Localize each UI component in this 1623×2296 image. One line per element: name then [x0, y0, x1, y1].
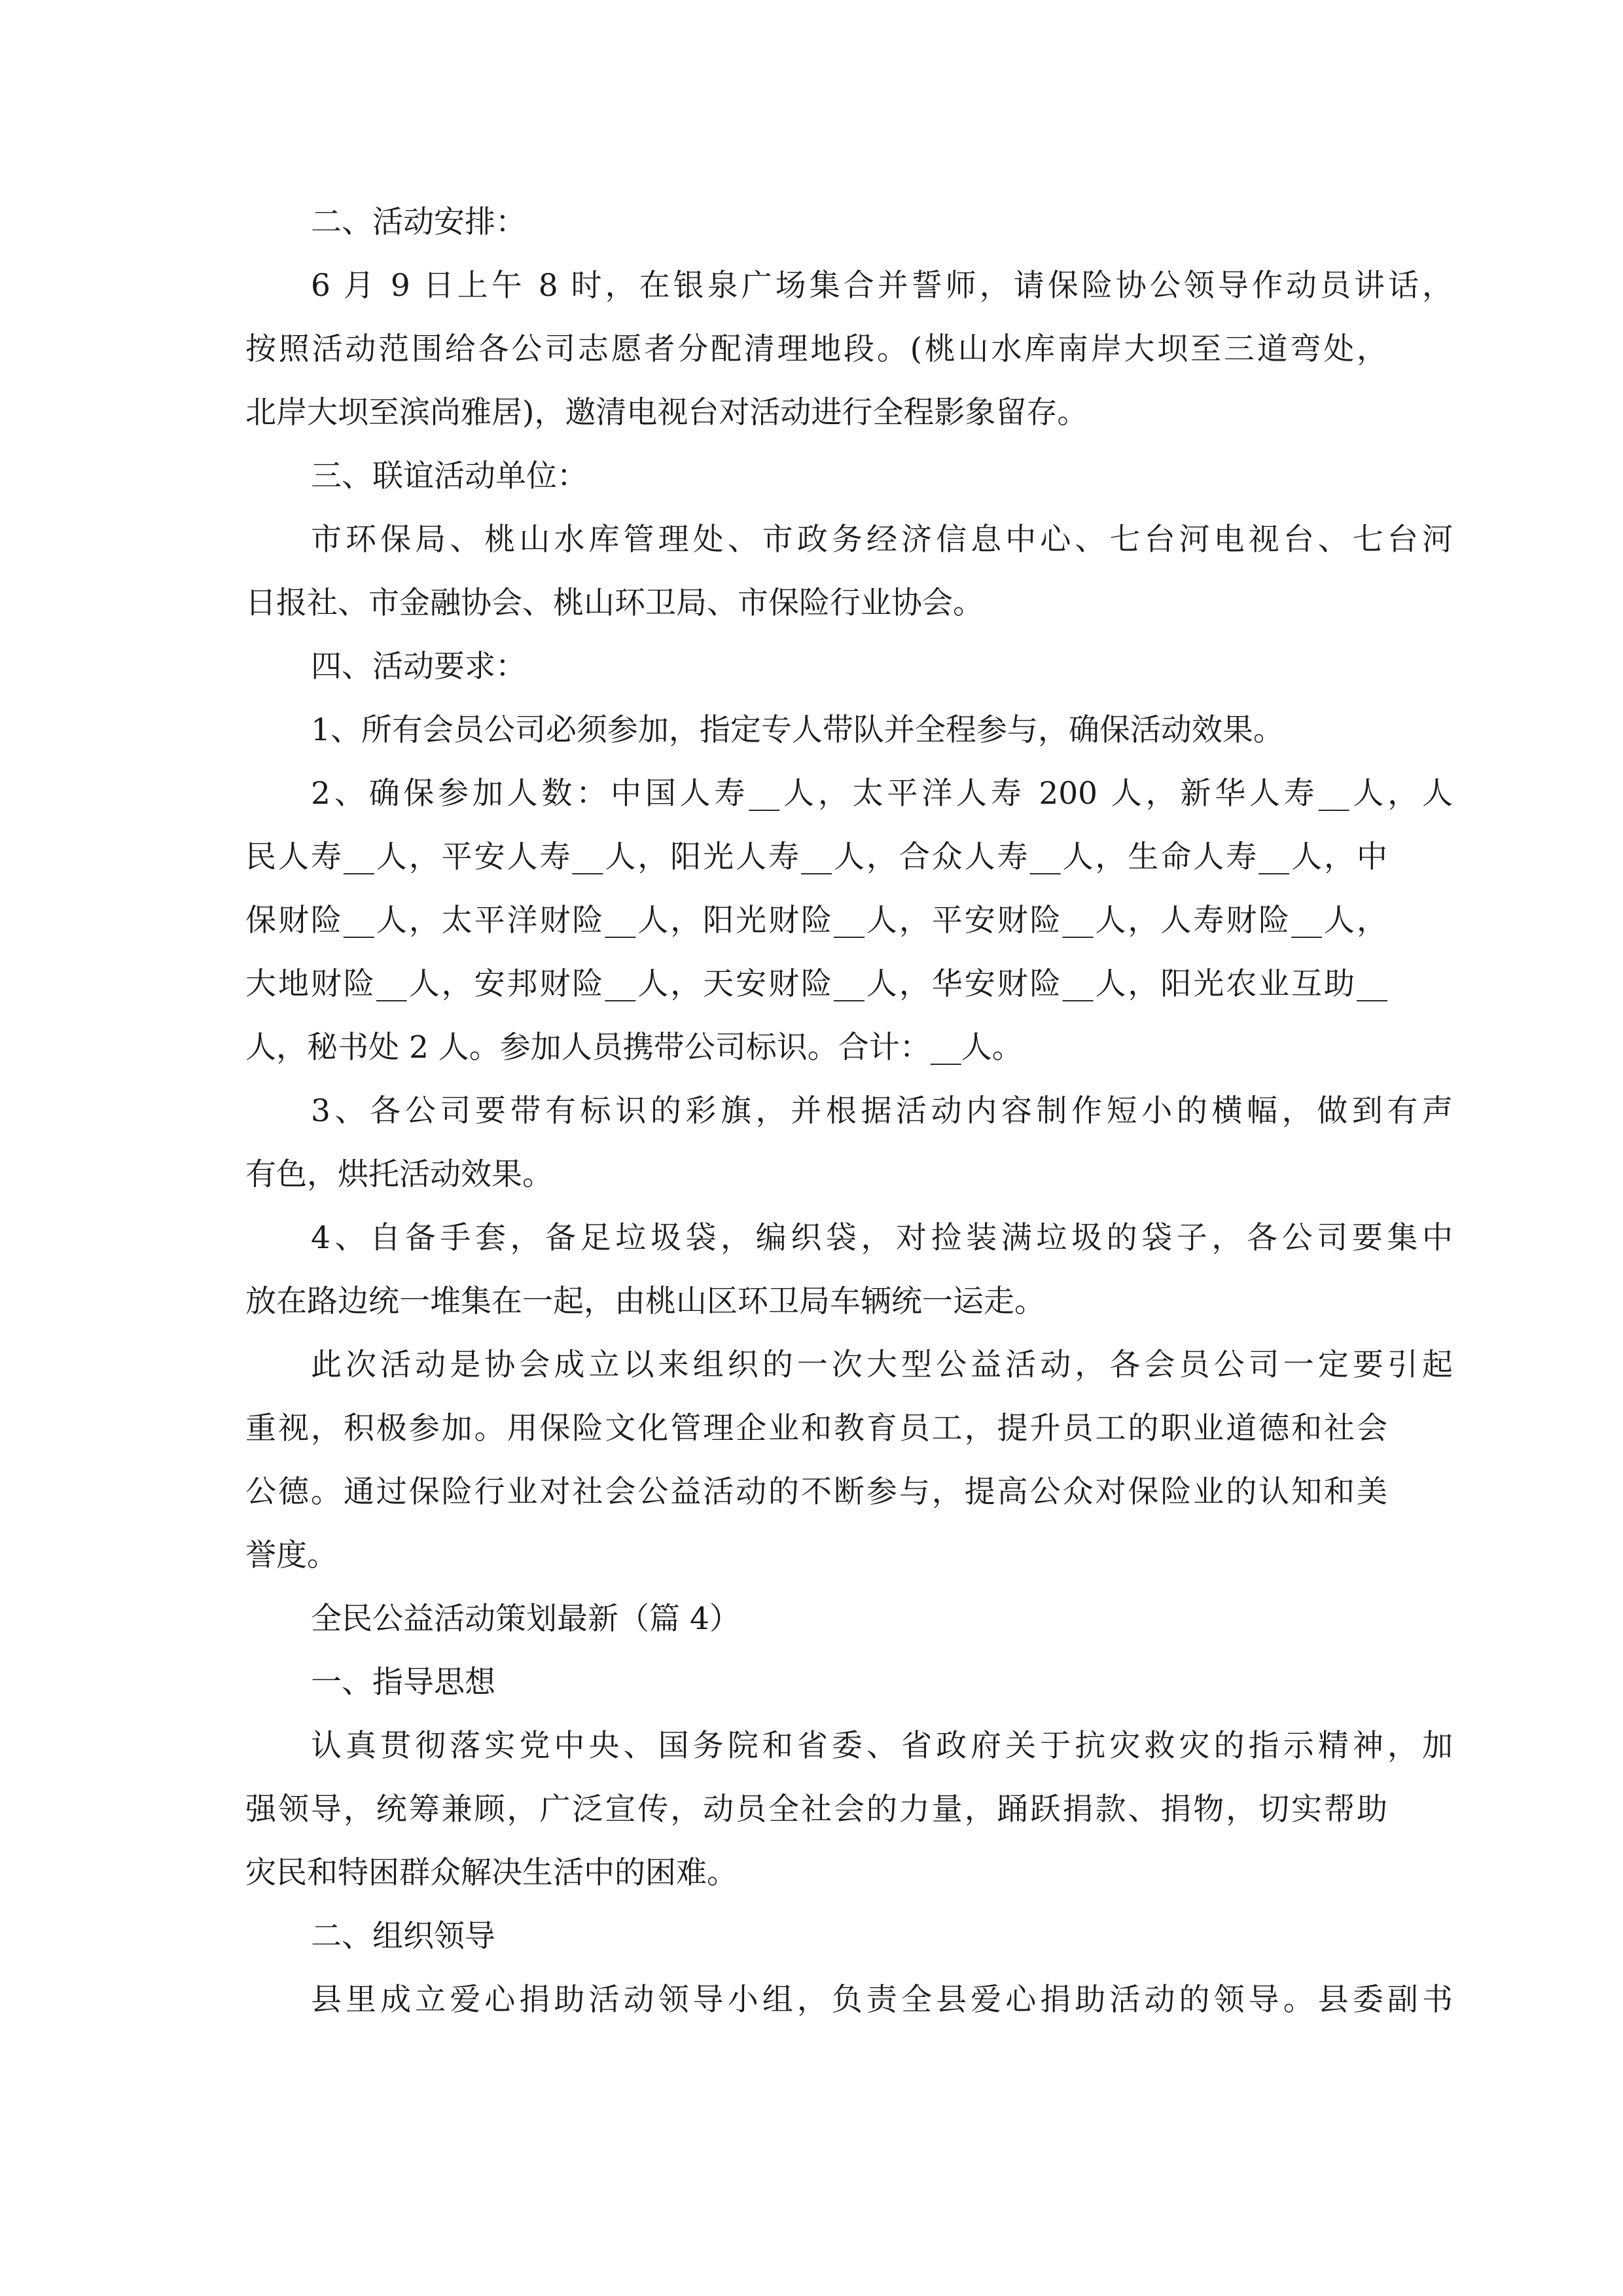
paragraph-line: 誉度。 [245, 1537, 338, 1573]
paragraph-line: 有色，烘托活动效果。 [245, 1157, 553, 1193]
paragraph-line: 日报社、市金融协会、桃山环卫局、市保险行业协会。 [245, 585, 984, 621]
paragraph-line: 此次活动是协会成立以来组织的一次大型公益活动，各会员公司一定要引起 [311, 1347, 1453, 1383]
paragraph-line: 重视，积极参加。用保险文化管理企业和教育员工，提升员工的职业道德和社会 [245, 1410, 1387, 1446]
list-item: 3、各公司要带有标识的彩旗，并根据活动内容制作短小的横幅，做到有声 [311, 1093, 1453, 1129]
paragraph-line: 保财险__人，太平洋财险__人，阳光财险__人，平安财险__人，人寿财险__人， [245, 903, 1387, 939]
paragraph-line: 市环保局、桃山水库管理处、市政务经济信息中心、七台河电视台、七台河 [311, 522, 1453, 558]
section-heading: 四、活动要求： [311, 649, 526, 685]
paragraph-line: 县里成立爱心捐助活动领导小组，负责全县爱心捐助活动的领导。县委副书 [311, 1982, 1453, 2018]
section-heading: 一、指导思想 [311, 1664, 495, 1700]
list-item: 1、所有会员公司必须参加，指定专人带队并全程参与，确保活动效果。 [311, 712, 1284, 748]
paragraph-line: 人，秘书处 2 人。参加人员携带公司标识。合计：__人。 [245, 1030, 1023, 1066]
paragraph-line: 6 月 9 日上午 8 时，在银泉广场集合并誓师，请保险协公领导作动员讲话， [311, 268, 1453, 304]
paragraph-line: 灾民和特困群众解决生活中的困难。 [245, 1855, 738, 1891]
section-heading: 三、联谊活动单位： [311, 458, 588, 494]
list-item: 2、确保参加人数：中国人寿__人，太平洋人寿 200 人，新华人寿__人，人 [311, 776, 1453, 812]
paragraph-line: 民人寿__人，平安人寿__人，阳光人寿__人，合众人寿__人，生命人寿__人，中 [245, 839, 1387, 875]
section-heading: 二、组织领导 [311, 1918, 495, 1954]
paragraph-line: 强领导，统筹兼顾，广泛宣传，动员全社会的力量，踊跃捐款、捐物，切实帮助 [245, 1791, 1387, 1827]
paragraph-line: 按照活动范围给各公司志愿者分配清理地段。(桃山水库南岸大坝至三道弯处， [245, 331, 1387, 367]
list-item: 4、自备手套，备足垃圾袋，编织袋，对捡装满垃圾的袋子，各公司要集中 [311, 1220, 1453, 1256]
section-heading: 二、活动安排： [311, 204, 526, 240]
article-title: 全民公益活动策划最新（篇 4） [311, 1601, 740, 1637]
paragraph-line: 认真贯彻落实党中央、国务院和省委、省政府关于抗灾救灾的指示精神，加 [311, 1728, 1453, 1764]
paragraph-line: 北岸大坝至滨尚雅居)，邀清电视台对活动进行全程影象留存。 [245, 395, 1088, 431]
paragraph-line: 大地财险__人，安邦财险__人，天安财险__人，华安财险__人，阳光农业互助__ [245, 966, 1387, 1002]
paragraph-line: 放在路边统一堆集在一起，由桃山区环卫局车辆统一运走。 [245, 1283, 1045, 1319]
paragraph-line: 公德。通过保险行业对社会公益活动的不断参与，提高公众对保险业的认知和美 [245, 1474, 1387, 1510]
